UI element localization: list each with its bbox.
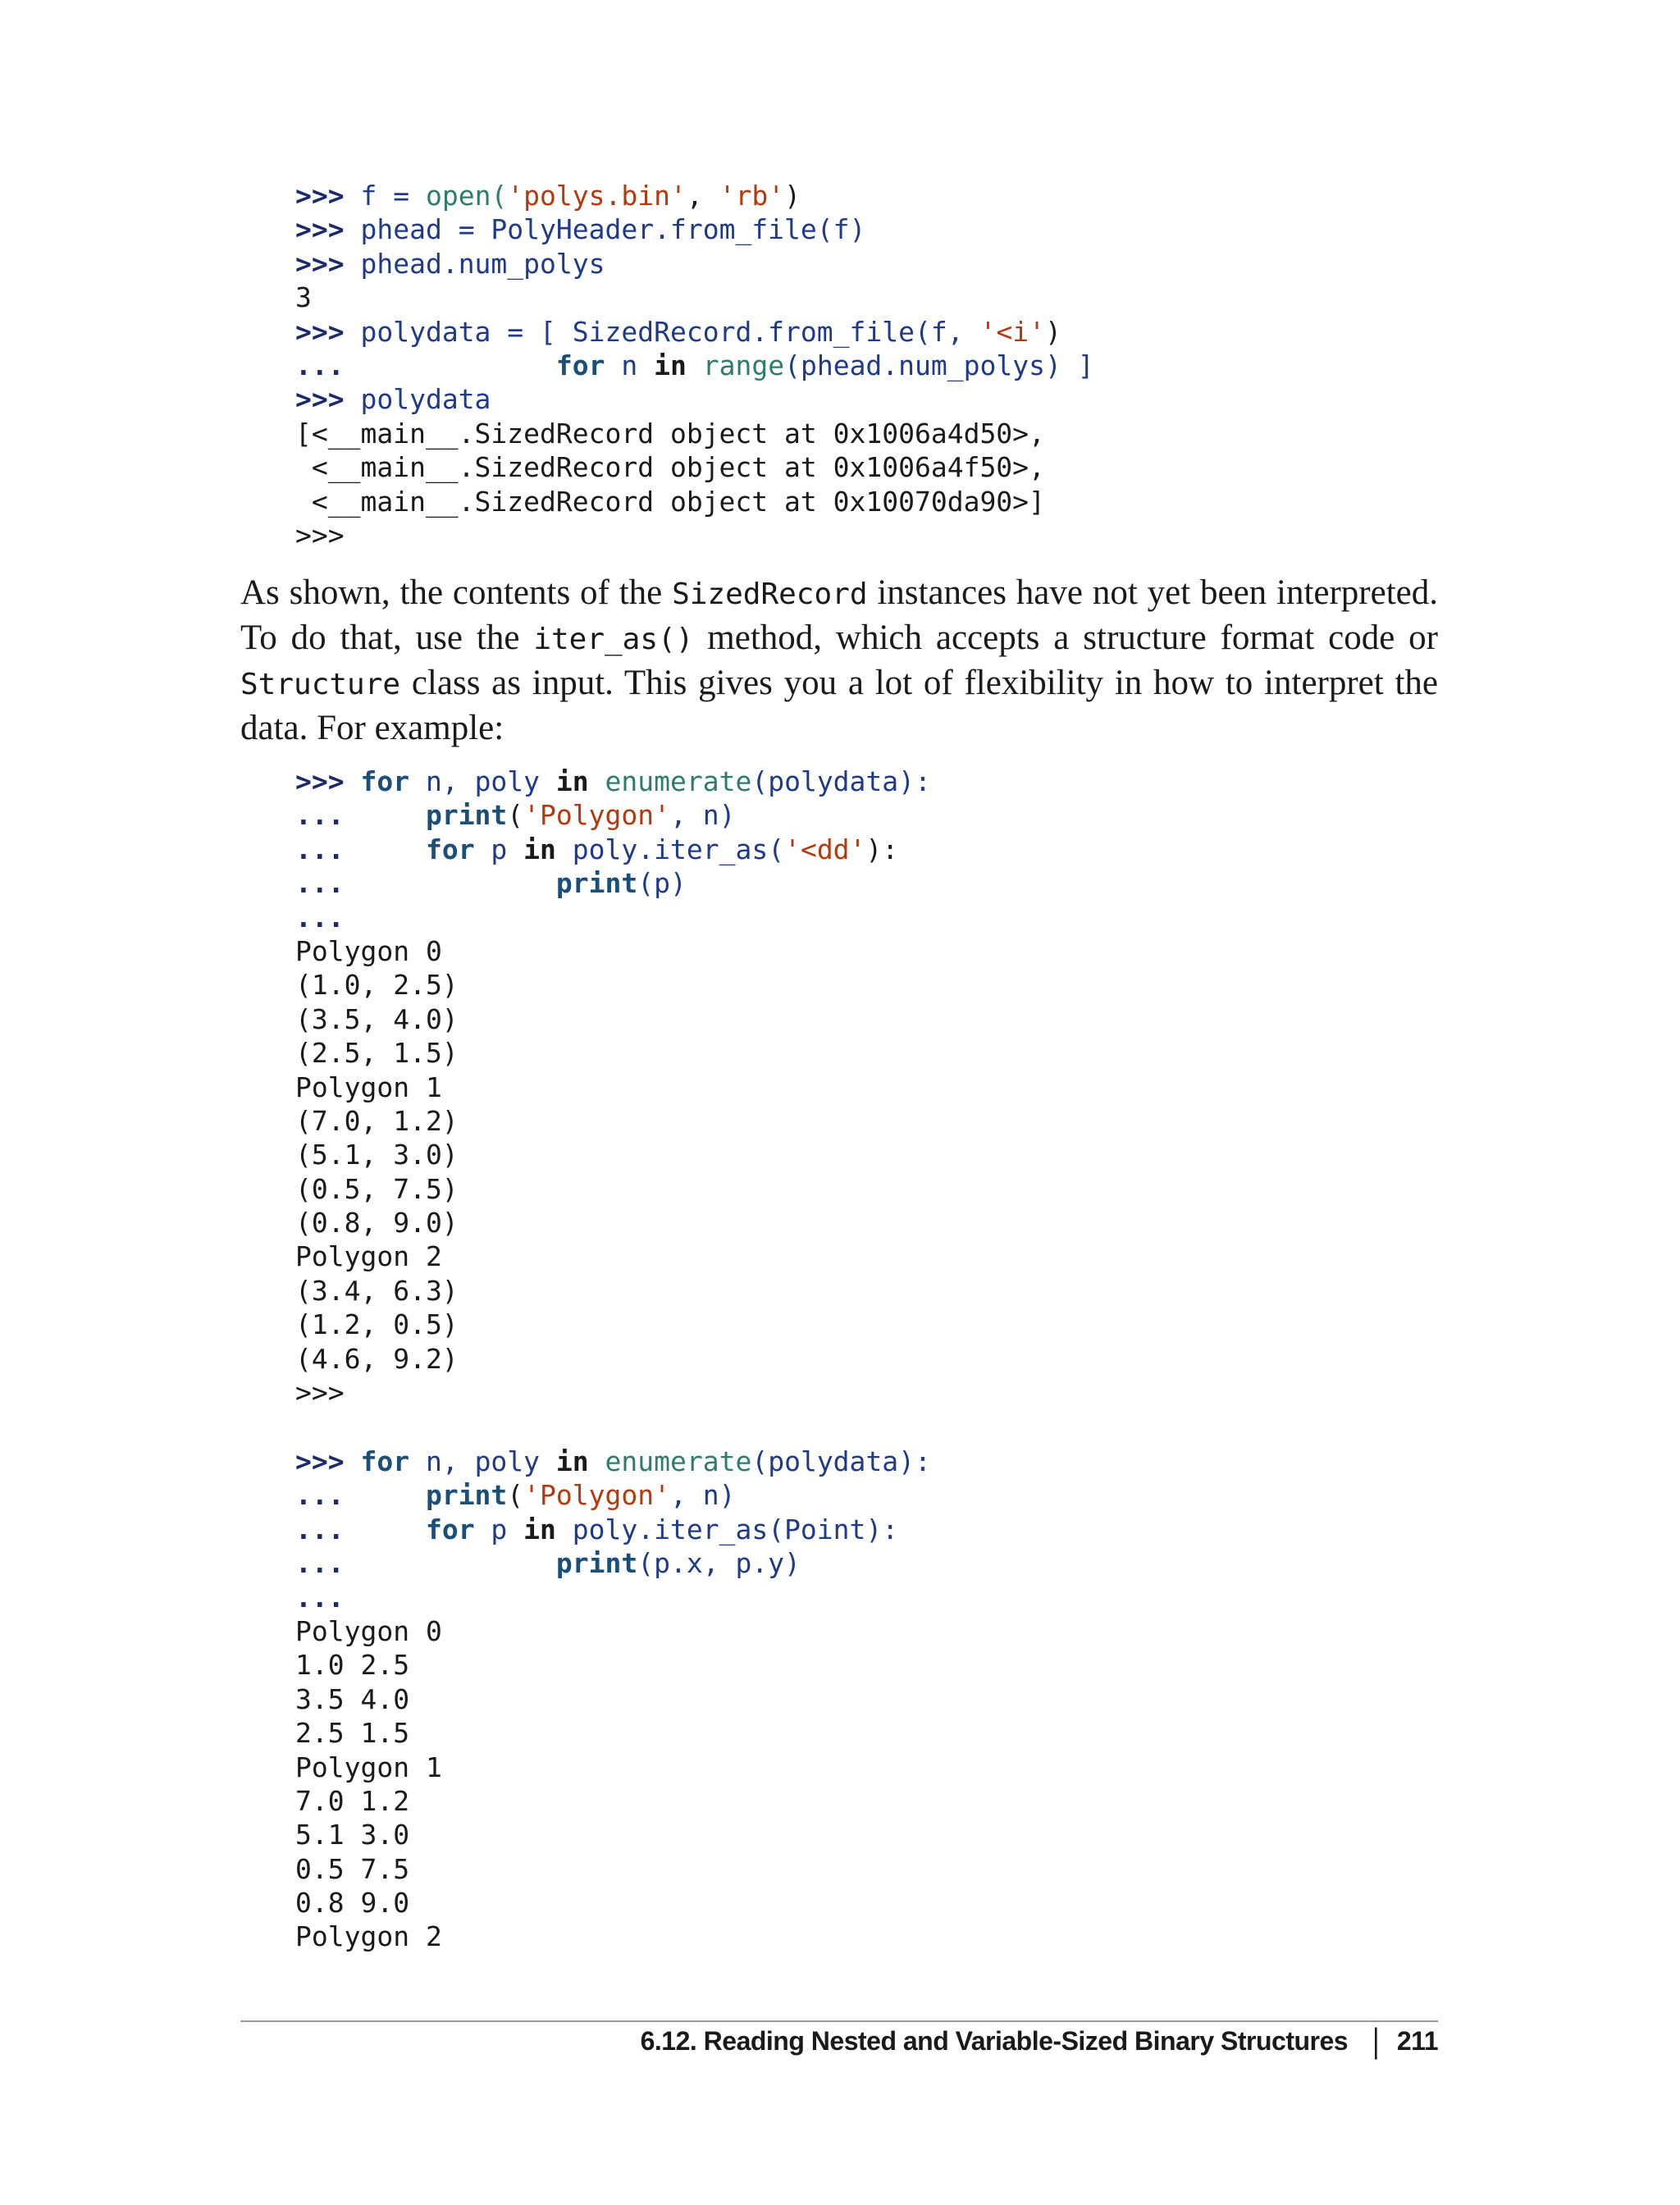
code-block-open-file <box>295 179 1094 552</box>
code-output: (7.0, 1.2) <box>295 1104 459 1137</box>
code-output: 3 <box>295 281 312 314</box>
code-output: 1.0 2.5 <box>295 1649 410 1682</box>
section-title: 6.12. Reading Nested and Variable-Sized Binary Structures <box>640 2026 1349 2056</box>
code-line: ... for n in range(phead.num_polys) ] <box>295 349 1094 381</box>
inline-code: SizedRecord <box>672 578 868 611</box>
code-output: (4.6, 9.2) <box>295 1342 459 1375</box>
page-footer <box>640 2021 1438 2061</box>
code-output: <__main__.SizedRecord object at 0x1006a4f50>, <box>295 451 1045 484</box>
code-output: (3.5, 4.0) <box>295 1002 459 1035</box>
code-output: Polygon 0 <box>295 1614 442 1647</box>
code-line: >>> f = open('polys.bin', 'rb') <box>295 180 801 212</box>
code-output: (1.2, 0.5) <box>295 1308 459 1341</box>
code-output: Polygon 1 <box>295 1071 442 1103</box>
page-number: 211 <box>1396 2026 1438 2056</box>
code-output: (0.8, 9.0) <box>295 1207 459 1239</box>
code-line: ... <box>295 1581 345 1614</box>
footer-separator: | <box>1372 2021 1379 2061</box>
code-block-iter-as-format <box>295 765 931 1409</box>
code-output: Polygon 0 <box>295 934 442 967</box>
code-line: >>> for n, poly in enumerate(polydata): <box>295 1445 931 1477</box>
code-output: Polygon 2 <box>295 1920 442 1953</box>
code-output: (2.5, 1.5) <box>295 1037 459 1070</box>
code-line: >>> phead = PolyHeader.from_file(f) <box>295 213 866 246</box>
code-output: (0.5, 7.5) <box>295 1172 459 1205</box>
code-line: ... print('Polygon', n) <box>295 1479 736 1512</box>
code-output: (1.0, 2.5) <box>295 969 459 1002</box>
code-line: ... <box>295 901 345 934</box>
code-block-iter-as-point <box>295 1445 931 1954</box>
inline-code: iter_as() <box>533 623 694 656</box>
code-output: 2.5 1.5 <box>295 1717 410 1750</box>
code-output: (3.4, 6.3) <box>295 1274 459 1307</box>
code-line: ... print(p) <box>295 867 687 900</box>
code-line: >>> phead.num_polys <box>295 247 605 280</box>
code-line: ... print('Polygon', n) <box>295 799 736 832</box>
code-line: >>> <box>295 518 345 551</box>
code-line: >>> for n, poly in enumerate(polydata): <box>295 765 931 797</box>
inline-code: Structure <box>240 668 401 701</box>
code-output: 7.0 1.2 <box>295 1784 410 1817</box>
code-line: ... for p in poly.iter_as(Point): <box>295 1513 899 1545</box>
body-paragraph: As shown, the contents of the SizedRecord instances have not yet been interpreted. To do that, use the iter_as() method, which accepts a structure format code or Structure class as input. This gives you a lot of flexibility in how to interpret the data. For example: <box>240 573 1438 747</box>
code-line: >>> <box>295 1376 345 1409</box>
code-output: 0.8 9.0 <box>295 1887 410 1920</box>
code-output: (5.1, 3.0) <box>295 1139 459 1171</box>
code-line: ... print(p.x, p.y) <box>295 1547 801 1580</box>
code-line: >>> polydata = [ SizedRecord.from_file(f, '<i') <box>295 315 1061 348</box>
footer-divider <box>240 2020 1438 2022</box>
code-line: >>> polydata <box>295 383 491 416</box>
code-output: [<__main__.SizedRecord object at 0x1006a4d50>, <box>295 417 1045 450</box>
code-output: <__main__.SizedRecord object at 0x10070da90>] <box>295 485 1045 518</box>
code-output: Polygon 1 <box>295 1751 442 1783</box>
code-output: 3.5 4.0 <box>295 1682 410 1715</box>
code-output: 5.1 3.0 <box>295 1819 410 1851</box>
code-output: 0.5 7.5 <box>295 1852 410 1885</box>
code-output: Polygon 2 <box>295 1240 442 1273</box>
code-line: ... for p in poly.iter_as('<dd'): <box>295 833 899 865</box>
